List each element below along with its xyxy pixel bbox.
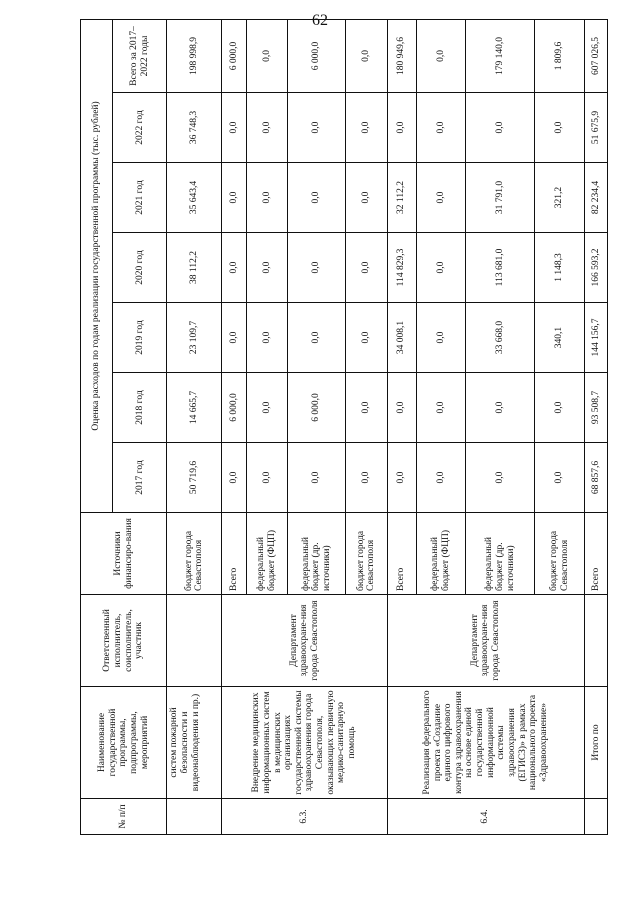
cell-value: 0,0 (288, 443, 346, 513)
table-row (167, 19, 222, 834)
cell-value: 166 593,2 (584, 233, 607, 303)
cell-value: 0,0 (416, 303, 465, 373)
cell-value: 0,0 (466, 443, 535, 513)
cell-value: 0,0 (535, 93, 584, 163)
cell-value: 0,0 (222, 163, 247, 233)
cell-value: 0,0 (246, 163, 287, 233)
cell-source: бюджет города Севастополя (346, 513, 387, 595)
cell-value-total: 1 809,6 (535, 19, 584, 92)
cell-value-total: 198 998,9 (167, 19, 222, 92)
cell-responsible (584, 595, 607, 687)
cell-source: федеральный бюджет (ФЦП) (416, 513, 465, 595)
cell-value: 340,1 (535, 303, 584, 373)
cell-value: 114 829,3 (387, 233, 416, 303)
header-num: № п/п (81, 799, 167, 835)
total-row (584, 19, 607, 834)
cell-value: 0,0 (288, 233, 346, 303)
cell-responsible: Департамент здравоохране-ния города Севастополя (222, 595, 387, 687)
cell-name: Итого по (584, 687, 607, 799)
cell-value: 0,0 (288, 163, 346, 233)
header-name: Наименование государственной программы, подпрограммы, мероприятий (81, 687, 167, 799)
cell-value: 35 643,4 (167, 163, 222, 233)
cell-num (584, 799, 607, 835)
cell-value: 68 857,6 (584, 443, 607, 513)
cell-value: 1 148,3 (535, 233, 584, 303)
header-estimate: Оценка расходов по годам реализации государственной программы (тыс. рублей) (81, 19, 113, 512)
cell-value: 144 156,7 (584, 303, 607, 373)
cell-source: Всего (584, 513, 607, 595)
cell-value: 0,0 (246, 443, 287, 513)
cell-value: 34 008,1 (387, 303, 416, 373)
header-year-total: Всего за 2017–2022 годы (113, 19, 167, 92)
cell-value: 321,2 (535, 163, 584, 233)
cell-responsible: Департамент здравоохране-ния города Севастополя (387, 595, 584, 687)
cell-source: Всего (387, 513, 416, 595)
cell-value: 0,0 (416, 443, 465, 513)
cell-name: систем пожарной безопасности и видеонаблюдения и пр.) (167, 687, 222, 799)
cell-name: Реализация федерального проекта «Создание единого цифрового контура здравоохранения на основе единой государственной информационной системы здравоохранения (ЕГИСЗ)» в рамках национального проекта «Здравоохранение» (387, 687, 584, 799)
cell-value: 0,0 (246, 303, 287, 373)
cell-num: 6.4. (387, 799, 584, 835)
cell-value: 32 112,2 (387, 163, 416, 233)
cell-value: 23 109,7 (167, 303, 222, 373)
cell-value: 0,0 (222, 93, 247, 163)
cell-value-total: 0,0 (416, 19, 465, 92)
cell-value: 113 681,0 (466, 233, 535, 303)
cell-value: 0,0 (246, 373, 287, 443)
cell-name: Внедрение медицинских информационных систем в медицинских организациях государственной системы здравоохранения города Севастополя, оказывающих первичную медико-санитарную помощь (222, 687, 387, 799)
cell-value: 50 719,6 (167, 443, 222, 513)
cell-value: 0,0 (222, 303, 247, 373)
cell-value: 33 668,0 (466, 303, 535, 373)
cell-value: 0,0 (288, 303, 346, 373)
cell-source: федеральный бюджет (ФЦП) (246, 513, 287, 595)
cell-value: 0,0 (346, 93, 387, 163)
cell-value: 31 791,0 (466, 163, 535, 233)
cell-value: 0,0 (466, 93, 535, 163)
cell-responsible (167, 595, 222, 687)
cell-value: 6 000,0 (222, 373, 247, 443)
header-year: 2018 год (113, 373, 167, 443)
cell-value: 0,0 (246, 233, 287, 303)
rotated-table-frame (80, 20, 608, 835)
cell-value: 0,0 (535, 443, 584, 513)
cell-value: 0,0 (416, 233, 465, 303)
cell-source: бюджет города Севастополя (167, 513, 222, 595)
cell-value-total: 180 949,6 (387, 19, 416, 92)
cell-value: 38 112,2 (167, 233, 222, 303)
cell-source: бюджет города Севастополя (535, 513, 584, 595)
header-responsible: Ответственный исполнитель, соисполнитель, участник (81, 595, 167, 687)
cell-value: 0,0 (416, 373, 465, 443)
cell-source: Всего (222, 513, 247, 595)
cell-value: 0,0 (346, 373, 387, 443)
header-year: 2019 год (113, 303, 167, 373)
table-row (222, 19, 247, 834)
cell-value: 0,0 (346, 303, 387, 373)
cell-value-total: 6 000,0 (222, 19, 247, 92)
header-year: 2021 год (113, 163, 167, 233)
header-row (81, 19, 113, 834)
header-source: Источники финансиро-вания (81, 513, 167, 595)
cell-value: 0,0 (466, 373, 535, 443)
cell-value: 0,0 (387, 443, 416, 513)
cell-value-total: 6 000,0 (288, 19, 346, 92)
header-year: 2020 год (113, 233, 167, 303)
cell-value: 6 000,0 (288, 373, 346, 443)
cell-value: 0,0 (387, 93, 416, 163)
cell-value: 0,0 (535, 373, 584, 443)
cell-value: 0,0 (222, 443, 247, 513)
cell-value: 93 508,7 (584, 373, 607, 443)
cell-source: федеральный бюджет (др. источники) (288, 513, 346, 595)
cell-value: 0,0 (416, 163, 465, 233)
cell-value: 0,0 (346, 443, 387, 513)
page-number: 62 (312, 12, 328, 29)
cell-value: 0,0 (246, 93, 287, 163)
cell-value-total: 179 140,0 (466, 19, 535, 92)
cell-value: 0,0 (222, 233, 247, 303)
cell-value: 0,0 (346, 233, 387, 303)
cell-num (167, 799, 222, 835)
cell-value: 51 675,9 (584, 93, 607, 163)
cell-value: 14 665,7 (167, 373, 222, 443)
cell-value: 0,0 (387, 373, 416, 443)
header-year: 2022 год (113, 93, 167, 163)
cell-source: федеральный бюджет (др. источники) (466, 513, 535, 595)
cell-value: 0,0 (346, 163, 387, 233)
cell-value-total: 607 026,5 (584, 19, 607, 92)
cell-value: 0,0 (288, 93, 346, 163)
cell-value-total: 0,0 (346, 19, 387, 92)
cell-num: 6.3. (222, 799, 387, 835)
cell-value: 36 748,3 (167, 93, 222, 163)
cell-value: 82 234,4 (584, 163, 607, 233)
cell-value: 0,0 (416, 93, 465, 163)
cell-value-total: 0,0 (246, 19, 287, 92)
header-year: 2017 год (113, 443, 167, 513)
rotated-table-container (80, 20, 608, 835)
budget-table (80, 19, 608, 835)
table-row (387, 19, 416, 834)
